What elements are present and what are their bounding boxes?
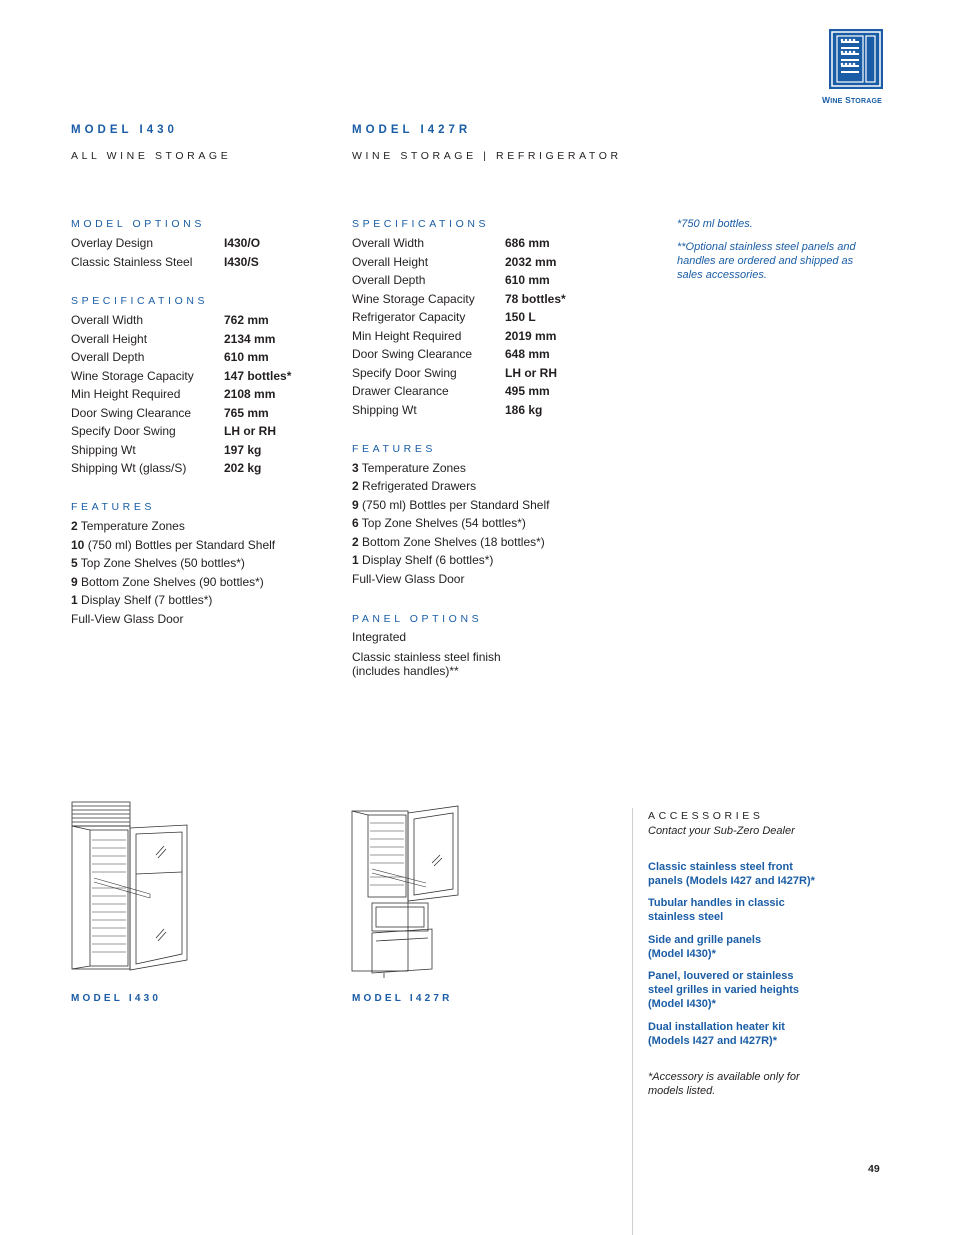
feature-item: 2 Temperature Zones <box>71 519 185 533</box>
accessory-item: Panel, louvered or stainless steel grilles in varied heights (Model I430)* <box>648 970 799 1010</box>
feature-item: 2 Refrigerated Drawers <box>352 479 477 493</box>
model-i427r-subtitle: WINE STORAGE | REFRIGERATOR <box>352 150 622 162</box>
feature-item: 2 Bottom Zone Shelves (18 bottles*) <box>352 535 545 549</box>
feature-item: 9 (750 ml) Bottles per Standard Shelf <box>352 498 550 512</box>
model-i430-caption: MODEL I430 <box>71 993 162 1004</box>
accessory-item: Side and grille panels (Model I430)* <box>648 934 762 960</box>
feature-item: 1 Display Shelf (6 bottles*) <box>352 553 494 567</box>
bottles-note: *750 ml bottles. <box>677 218 753 230</box>
feature-item: 6 Top Zone Shelves (54 bottles*) <box>352 516 526 530</box>
feature-item: Full-View Glass Door <box>352 572 465 586</box>
wine-storage-label: WINE STORAGE <box>822 95 882 105</box>
model-i430-title: MODEL I430 <box>71 124 178 136</box>
accessory-item: Dual installation heater kit (Models I427 and I427R)* <box>648 1021 785 1047</box>
panel-options-heading: PANEL OPTIONS <box>352 613 483 625</box>
feature-item: 1 Display Shelf (7 bottles*) <box>71 593 213 607</box>
accessories-heading: ACCESSORIES <box>648 810 764 822</box>
i430-specifications-heading: SPECIFICATIONS <box>71 295 209 307</box>
accessories-footnote: *Accessory is available only for models listed. <box>648 1071 800 1097</box>
accessory-item: Classic stainless steel front panels (Models I427 and I427R)* <box>648 861 815 887</box>
wine-storage-logo <box>829 29 883 89</box>
page-number: 49 <box>868 1163 880 1175</box>
model-options-heading: MODEL OPTIONS <box>71 218 205 230</box>
wine-rack-icon <box>829 29 883 89</box>
accessories-contact: Contact your Sub-Zero Dealer <box>648 825 795 837</box>
feature-item: 5 Top Zone Shelves (50 bottles*) <box>71 556 245 570</box>
accessory-item: Tubular handles in classic stainless steel <box>648 897 785 923</box>
accessories-divider <box>632 808 633 1235</box>
panel-option-integrated: Integrated <box>352 630 407 644</box>
feature-item: 10 (750 ml) Bottles per Standard Shelf <box>71 538 276 552</box>
i427r-features-heading: FEATURES <box>352 443 437 455</box>
optional-panels-note: **Optional stainless steel panels and handles are ordered and shipped as sales accessories. <box>677 241 856 281</box>
i430-features-heading: FEATURES <box>71 501 156 513</box>
feature-item: 3 Temperature Zones <box>352 461 466 475</box>
model-i430-subtitle: ALL WINE STORAGE <box>71 150 232 162</box>
model-i427r-caption: MODEL I427R <box>352 993 453 1004</box>
model-i430-illustration <box>70 800 190 975</box>
panel-option-stainless: Classic stainless steel finish (includes handles)** <box>352 650 501 678</box>
feature-item: Full-View Glass Door <box>71 612 184 626</box>
feature-item: 9 Bottom Zone Shelves (90 bottles*) <box>71 575 264 589</box>
model-i427r-illustration <box>350 803 462 978</box>
i427r-specifications-heading: SPECIFICATIONS <box>352 218 490 230</box>
model-i427r-title: MODEL I427R <box>352 124 472 136</box>
